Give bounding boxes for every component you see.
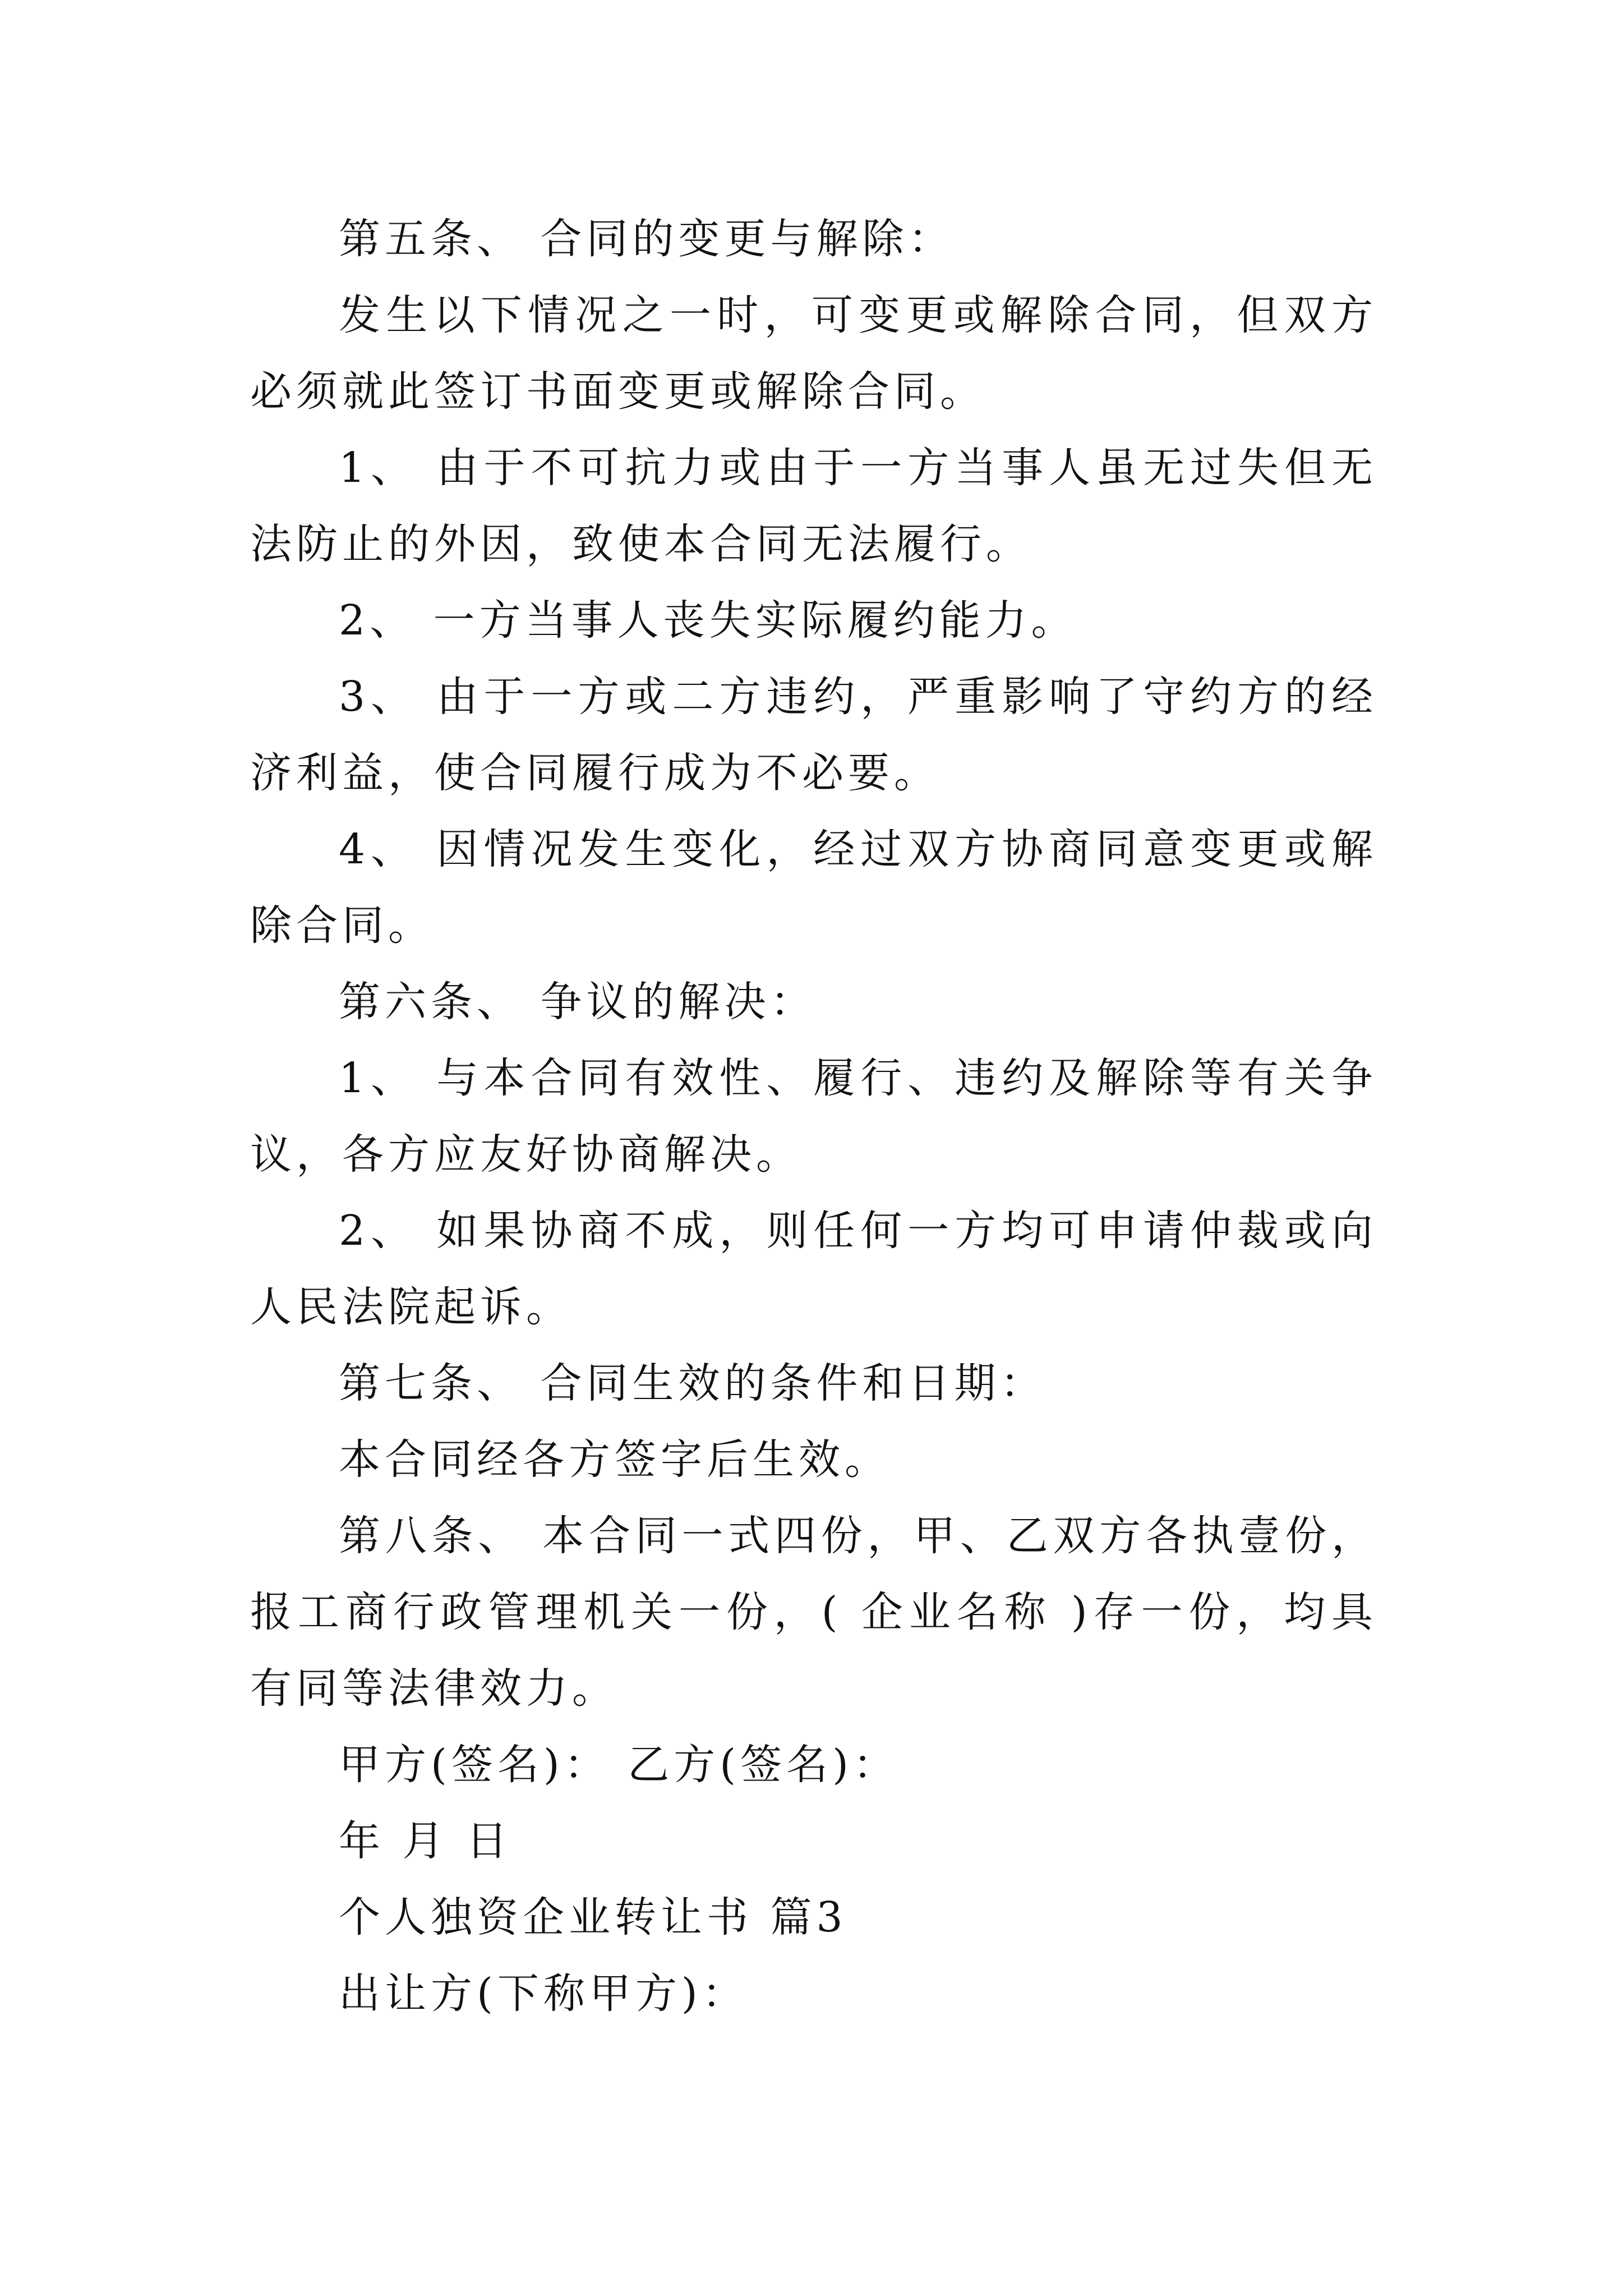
clause-5-item-1: 1、 由于不可抗力或由于一方当事人虽无过失但无法防止的外因，致使本合同无法履行。 [250,444,1377,568]
clause-5-item-2: 2、 一方当事人丧失实际履约能力。 [339,596,1077,645]
date-line: 年 月 日 [339,1817,513,1865]
clause-6-item-1: 1、 与本合同有效性、履行、违约及解除等有关争议，各方应友好协商解决。 [250,1054,1377,1179]
clause-6-heading: 第六条、 争议的解决： [339,978,817,1026]
clause-6-item-2: 2、 如果协商不成，则任何一方均可申请仲裁或向人民法院起诉。 [250,1207,1377,1331]
document-body [250,201,1377,2032]
clause-5-item-3: 3、 由于一方或二方违约，严重影响了守约方的经济利益，使合同履行成为不必要。 [250,673,1377,797]
clause-5-item-4: 4、 因情况发生变化，经过双方协商同意变更或解除合同。 [250,825,1377,950]
section-title: 个人独资企业转让书 篇3 [339,1893,847,1941]
signature-line: 甲方(签名)： 乙方(签名)： [339,1741,900,1789]
clause-5-intro: 发生以下情况之一时，可变更或解除合同，但双方必须就此签订书面变更或解除合同。 [250,291,1377,416]
clause-7-body: 本合同经各方签字后生效。 [339,1435,891,1484]
clause-8: 第八条、 本合同一式四份，甲、乙双方各执壹份，报工商行政管理机关一份，( 企业名称 )存一份，均具有同等法律效力。 [250,1512,1377,1713]
clause-7-heading: 第七条、 合同生效的条件和日期： [339,1359,1046,1407]
transferor-line: 出让方(下称甲方)： [339,1970,748,2018]
clause-5-heading: 第五条、 合同的变更与解除： [339,215,955,263]
